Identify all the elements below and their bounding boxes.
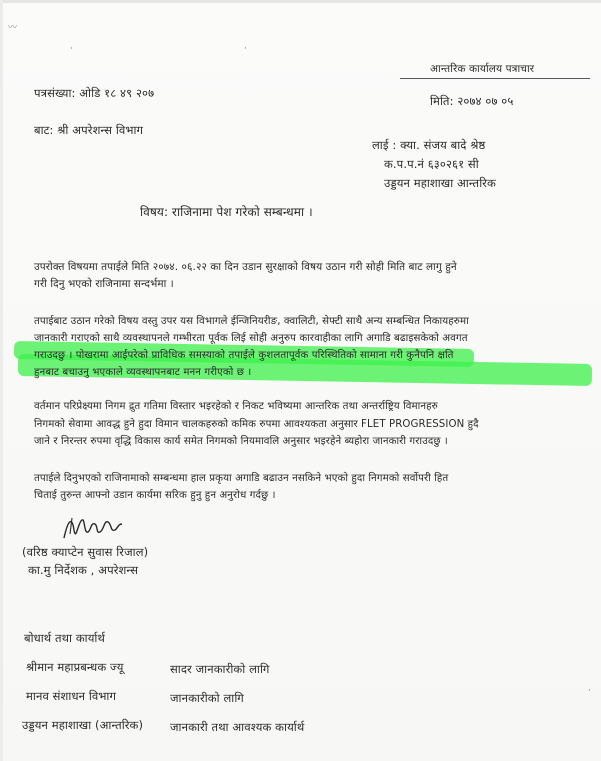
page-edge-top (0, 0, 601, 3)
body-paragraph-2-line-4: हुनबाट बचाउनु भएकाले व्यवस्थापनबाट मनन गरीएको छ । (34, 367, 252, 378)
body-paragraph-3-line-1: वर्तमान परिप्रेक्ष्यमा निगम द्रुत गतिमा विस्तार भइरहेको र निकट भविष्यमा आन्तरिक तथा अन्तर्राष्ट्रिय विमानहरु (34, 401, 438, 412)
from-line: बाट: श्री अपरेशन्स विभाग (34, 123, 144, 137)
body-paragraph-1-line-2: गरी दिनु भएको राजिनामा सन्दर्भमा । (34, 278, 174, 290)
body-paragraph-3-line-3: जाने र निरन्तर रुपमा वृद्धि विकास कार्य समेत निगमको नियमावलि अनुसार भइरहेने ब्यहोरा जानकारी गराउदछु । (34, 436, 448, 447)
header-rule (400, 78, 590, 79)
distribution-heading: बोधार्थ तथा कार्यार्थ (24, 631, 105, 645)
body-paragraph-3-line-2: निगमको सेवामा आवद्ध हुने हुदा विमान चालकहरुको कमिक रुपमा आवश्यकता अनुसार FLET PROGRESSION हुदै (34, 419, 479, 430)
body-paragraph-4-line-1: तपाईले दिनुभएको राजिनामाको सम्बन्धमा हाल प्रकृया अगाडि बढाउन नसकिने भएको हुदा निगमको सर्वोपरी हित (34, 473, 449, 484)
recipient-line-2: क.प.प.नं ६३०२६१ सी (384, 157, 479, 171)
scan-mark: · (70, 44, 73, 54)
office-label: आन्तरिक कार्यालय पत्राचार (430, 63, 535, 75)
distribution-recipient: उड्डयन महाशाखा (आन्तरिक) (22, 718, 144, 732)
body-paragraph-2-line-1: तपाईबाट उठान गरेको विषय वस्तु उपर यस विभागले ईन्जिनियरीङ, क्वालिटी, सेफ्टी साथै अन्य सम्बन्धित निकायहरुमा (34, 316, 469, 327)
scan-mark: 〰 (8, 23, 18, 33)
distribution-recipient: श्रीमान महाप्रबन्धक ज्यू (26, 660, 124, 674)
recipient-line-1: लाई : क्या. संजय बादे श्रेष्ठ (372, 138, 486, 152)
signatory-name: (वरिष्ठ क्याप्टेन सुवास रिजाल) (22, 545, 149, 559)
subject-line: विषय: राजिनामा पेश गरेको सम्बन्धमा । (140, 205, 313, 219)
scan-mark: · (244, 44, 247, 54)
reference-number: पत्रसंख्या: ओडि १८ ४९ २०७ (34, 86, 155, 100)
handwritten-signature-icon (58, 512, 138, 546)
signatory-title: का.मु निर्देशक , अपरेशन्स (28, 563, 139, 577)
body-paragraph-4-line-2: चिताई तुरुन्त आफ्नो उडान कार्यमा सरिक हुनु हुन अनुरोध गर्दछु । (34, 490, 276, 501)
recipient-line-3: उड्डयन महाशाखा आन्तरिक (384, 176, 496, 190)
distribution-purpose: सादर जानकारीको लागि (170, 662, 270, 676)
scan-mark: · (588, 686, 591, 696)
body-paragraph-2-line-3: गराउदछु । पोखरामा आईपरेको प्राविधिक समस्याको तपाईले कुशलतापूर्वक परिस्थितिको सामाना गरी कुनैपनि क्षति (34, 350, 454, 361)
body-paragraph-1-line-1: उपरोक्त विषयमा तपाईले मिति २०७४. ०६.२२ का दिन उडान सुरक्षाको विषय उठान गरी सोही मिति बाट लागु हुने (34, 261, 457, 273)
body-paragraph-2-line-2: जानकारी गराएको साथै व्यवस्थापनले गम्भीरता पूर्वक लिई सोही अनुरुप कारवाहीका लागि अगाडि बढाइसकेको अवगत (34, 333, 468, 344)
letter-date: मिति: २०७४ ०७ ०५ (430, 94, 514, 108)
distribution-purpose: जानकारी तथा आवश्यक कार्यार्थ (170, 720, 305, 734)
page-edge-left (0, 0, 3, 761)
distribution-purpose: जानकारीको लागि (170, 691, 244, 705)
distribution-recipient: मानव संशाधन विभाग (26, 689, 117, 703)
